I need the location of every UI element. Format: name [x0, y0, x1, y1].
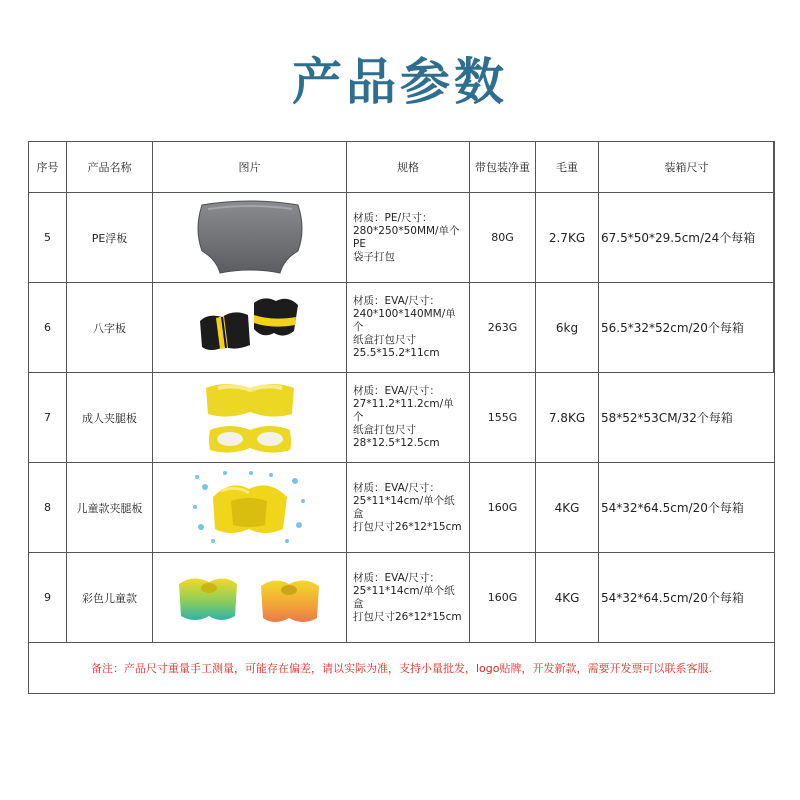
spec-cell — [347, 553, 470, 643]
spec-cell — [347, 463, 470, 553]
product-name: 八字板 — [67, 283, 153, 373]
black-yellow-pull-buoy-image — [198, 295, 302, 361]
product-spec-table — [28, 141, 775, 694]
gross-weight: 7.8KG — [536, 373, 599, 463]
spec-line: 25.5*15.2*11cm — [353, 347, 440, 359]
spec-line: 袋子打包 — [353, 250, 395, 263]
spec-line: 打包尺寸26*12*15cm — [353, 610, 462, 623]
net-weight: 80G — [470, 193, 536, 283]
row-number: 5 — [29, 193, 67, 283]
spec-line: 纸盒打包尺寸 — [353, 424, 416, 436]
spec-line: 材质：EVA/尺寸： — [353, 571, 440, 584]
spec-line: 材质：EVA/尺寸： — [353, 295, 440, 307]
header-cell: 规格 — [347, 142, 470, 193]
yellow-kids-pull-buoy-image — [191, 467, 309, 549]
gross-weight: 2.7KG — [536, 193, 599, 283]
spec-line: 28*12.5*12.5cm — [353, 437, 440, 449]
spec-line: 打包尺寸26*12*15cm — [353, 520, 462, 533]
spec-line: 材质：EVA/尺寸： — [353, 481, 440, 494]
note-text: 备注：产品尺寸重量手工测量，可能存在偏差，请以实际为准，支持小量批发，logo贴牌，开发新款，需要开发票可以联系客服. — [29, 643, 775, 694]
product-name: 成人夹腿板 — [67, 373, 153, 463]
gross-weight: 6kg — [536, 283, 599, 373]
box-size: 67.5*50*29.5cm/24个每箱 — [599, 193, 775, 283]
spec-cell — [347, 283, 470, 373]
box-size: 56.5*32*52cm/20个每箱 — [599, 283, 775, 373]
product-image-cell — [153, 373, 347, 463]
header-cell: 产品名称 — [67, 142, 153, 193]
table-row — [29, 553, 775, 643]
gray-kickboard-image — [180, 199, 320, 277]
table-row — [29, 373, 775, 463]
box-size: 58*52*53CM/32个每箱 — [599, 373, 775, 463]
gross-weight: 4KG — [536, 553, 599, 643]
header-cell: 毛重 — [536, 142, 599, 193]
spec-line: 27*11.2*11.2cm/单个 — [353, 398, 454, 423]
table-row — [29, 283, 775, 373]
product-image-cell — [153, 283, 347, 373]
header-cell: 序号 — [29, 142, 67, 193]
net-weight: 160G — [470, 553, 536, 643]
spec-line: 25*11*14cm/单个纸盒 — [353, 494, 455, 520]
row-number: 6 — [29, 283, 67, 373]
product-image-cell — [153, 553, 347, 643]
header-cell: 装箱尺寸 — [599, 142, 775, 193]
table-right-edge-line — [773, 141, 774, 373]
row-number: 7 — [29, 373, 67, 463]
page-title: 产品参数 — [292, 53, 508, 111]
note-row — [29, 643, 775, 694]
spec-cell — [347, 193, 470, 283]
product-name: 儿童款夹腿板 — [67, 463, 153, 553]
net-weight: 263G — [470, 283, 536, 373]
box-size: 54*32*64.5cm/20个每箱 — [599, 553, 775, 643]
product-image-cell — [153, 463, 347, 553]
table-row — [29, 193, 775, 283]
colorful-kids-pull-buoy-image — [175, 568, 325, 628]
product-image-cell — [153, 193, 347, 283]
row-number: 8 — [29, 463, 67, 553]
gross-weight: 4KG — [536, 463, 599, 553]
row-number: 9 — [29, 553, 67, 643]
spec-line: 240*100*140MM/单个 — [353, 308, 456, 333]
net-weight: 155G — [470, 373, 536, 463]
box-size: 54*32*64.5cm/20个每箱 — [599, 463, 775, 553]
spec-line: 25*11*14cm/单个纸盒 — [353, 584, 455, 610]
spec-line: 280*250*50MM/单个PE — [353, 224, 460, 250]
spec-line: 材质：EVA/尺寸： — [353, 385, 440, 397]
table-header-row — [29, 142, 775, 193]
spec-line: 材质：PE/尺寸： — [353, 211, 433, 224]
table-row — [29, 463, 775, 553]
product-name: 彩色儿童款 — [67, 553, 153, 643]
spec-line: 纸盒打包尺寸 — [353, 334, 416, 346]
product-name: PE浮板 — [67, 193, 153, 283]
header-cell: 图片 — [153, 142, 347, 193]
header-cell: 带包装净重 — [470, 142, 536, 193]
yellow-adult-pull-buoy-image — [200, 378, 300, 458]
spec-cell — [347, 373, 470, 463]
net-weight: 160G — [470, 463, 536, 553]
